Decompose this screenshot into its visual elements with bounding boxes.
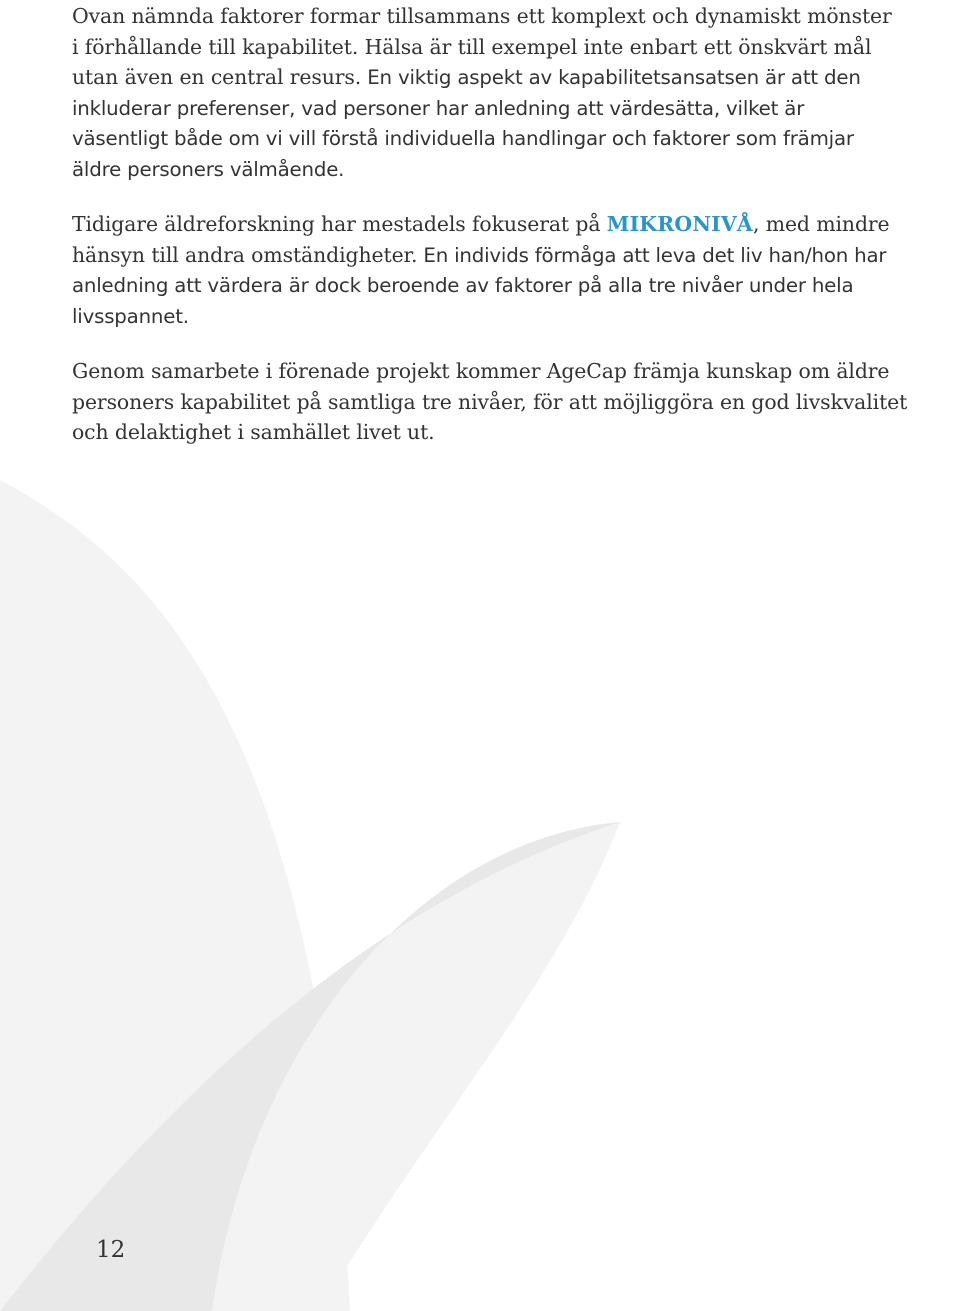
text-segment: Tidigare äldreforskning har mestadels fokuserat på xyxy=(72,212,607,236)
text-line xyxy=(72,240,960,272)
body-text xyxy=(72,0,960,472)
text-line xyxy=(72,209,960,240)
text-segment: hänsyn till andra omständigheter. xyxy=(72,242,418,267)
text-line: väsentligt både om vi vill förstå individuella handlingar och faktorer som främjar xyxy=(72,127,854,150)
text-line: anledning att värdera är dock beroende av faktorer på alla tre nivåer under hela xyxy=(72,274,854,297)
text-segment-sans: En individs förmåga att leva det liv han/hon har xyxy=(417,243,887,267)
paragraph-micro-level xyxy=(72,209,960,332)
highlight-mikroniva: MIKRONIVÅ xyxy=(606,212,753,236)
text-line: och delaktighet i samhället livet ut. xyxy=(72,420,435,444)
text-line xyxy=(72,62,960,94)
text-line: Genom samarbete i förenade projekt kommer AgeCap främja kunskap om äldre xyxy=(72,359,890,383)
text-line: Ovan nämnda faktorer formar tillsammans ett komplext och dynamiskt mönster xyxy=(72,4,892,28)
page-number: 12 xyxy=(96,1237,126,1263)
text-line: livsspannet. xyxy=(72,304,189,328)
text-line: i förhållande till kapabilitet. Hälsa är till exempel inte enbart ett önskvärt mål xyxy=(72,34,872,59)
paragraph-agecap xyxy=(72,356,960,448)
text-line: äldre personers välmående. xyxy=(72,157,345,181)
text-segment: , med mindre xyxy=(752,212,890,236)
paragraph-capability-factors xyxy=(72,1,960,185)
text-line: personers kapabilitet på samtliga tre nivåer, för att möjliggöra en god livskvalitet xyxy=(72,389,908,414)
text-segment-sans: En viktig aspekt av kapabilitetsansatsen är att den xyxy=(361,66,861,89)
text-segment: utan även en central resurs. xyxy=(72,65,362,89)
text-line: inkluderar preferenser, vad personer har anledning att värdesätta, vilket är xyxy=(72,96,805,120)
